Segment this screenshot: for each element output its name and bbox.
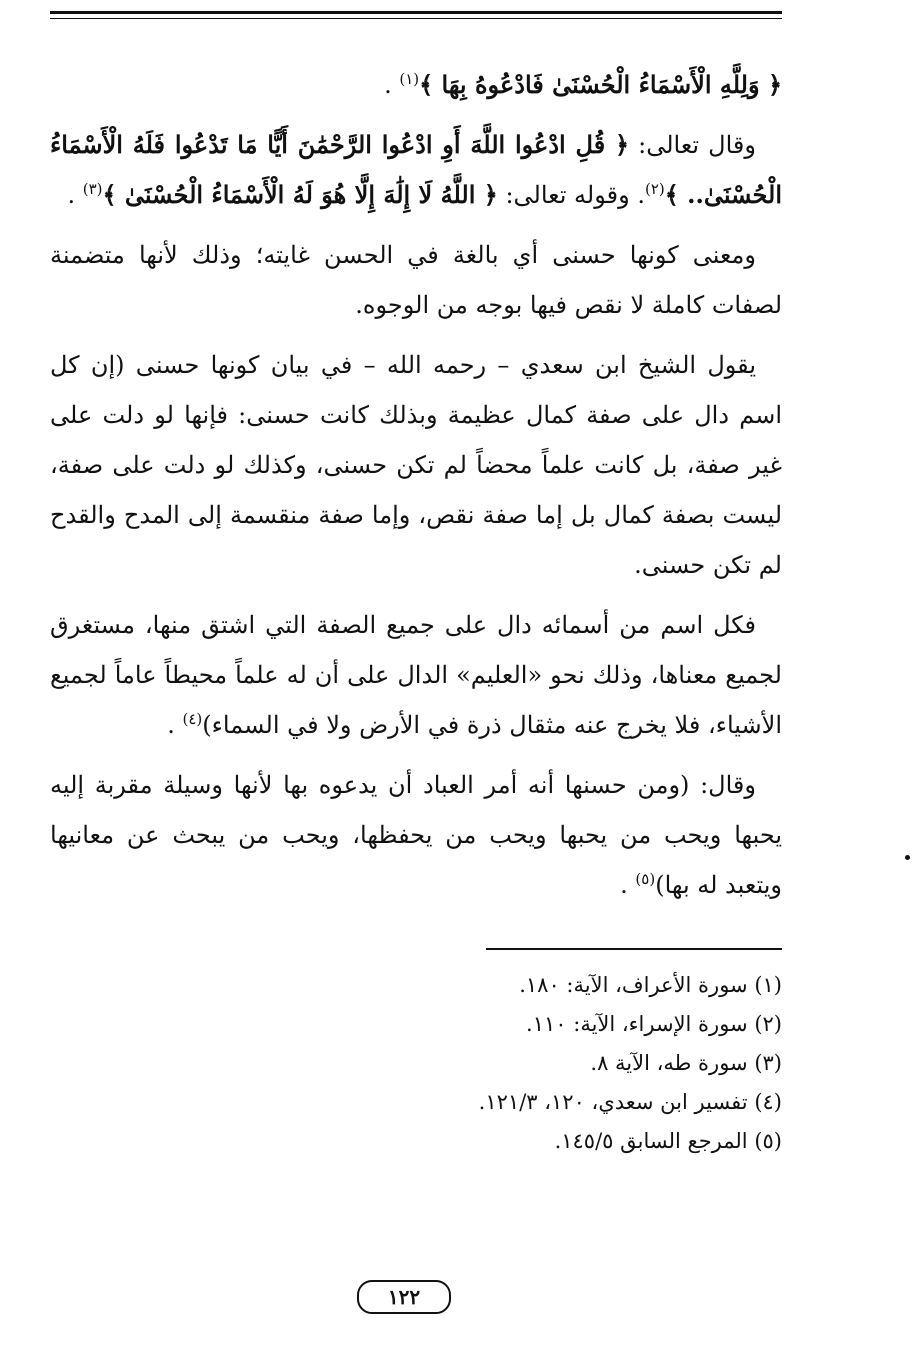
footnote-item: (٥) المرجع السابق ١٤٥/٥. bbox=[554, 1129, 782, 1153]
paragraph-text: وقال تعالى: bbox=[629, 131, 756, 159]
verse-paragraph: ﴿ وَلِلَّهِ الْأَسْمَاءُ الْحُسْنَىٰ فَادْعُوهُ بِهَا ﴾$^{(١)}$ . bbox=[384, 70, 782, 99]
quran-verse: ﴿ قُلِ ادْعُوا اللَّهَ أَوِ ادْعُوا الرَّحْمَٰنَ أَيًّا مَا تَدْعُوا فَلَهُ الْأَسْمَاءُ الْحُسْنَىٰ.. ﴾ bbox=[50, 130, 782, 209]
page-number: ١٢٢ bbox=[357, 1280, 451, 1314]
footnotes bbox=[50, 966, 782, 1161]
paragraph-meaning: ومعنى كونها حسنى أي بالغة في الحسن غايته؛ وذلك لأنها متضمنة لصفات كاملة لا نقص فيها بوجه من الوجوه. bbox=[50, 241, 782, 319]
footnote-ref: (٢) bbox=[644, 180, 665, 198]
quran-verse: ﴿ اللَّهُ لَا إِلَٰهَ إِلَّا هُوَ لَهُ الْأَسْمَاءُ الْحُسْنَىٰ ﴾ bbox=[102, 180, 498, 209]
main-text bbox=[50, 60, 782, 920]
footnote-ref: (٤) bbox=[182, 710, 203, 728]
paragraph-text: وقال: (ومن حسنها أنه أمر العباد أن يدعوه بها لأنها وسيلة مقربة إليه يحبها ويحب من يحبها ويحب من يحفظها، ويحب من يبحث عن معانيها ويتعبد له بها) bbox=[50, 771, 782, 899]
header-rule-thick bbox=[50, 11, 782, 14]
footnote-item: (٣) سورة طه، الآية ٨. bbox=[590, 1051, 782, 1075]
quran-verse: ﴿ وَلِلَّهِ الْأَسْمَاءُ الْحُسْنَىٰ فَادْعُوهُ بِهَا ﴾ bbox=[419, 70, 782, 99]
paragraph-text: . وقوله تعالى: bbox=[497, 181, 645, 209]
footnote-separator bbox=[486, 948, 782, 950]
paragraph-verses: وقال تعالى: ﴿ قُلِ ادْعُوا اللَّهَ أَوِ ادْعُوا الرَّحْمَٰنَ أَيًّا مَا تَدْعُوا فَلَهُ الْأَسْمَاءُ الْحُسْنَىٰ.. ﴾$^{(٢)}$. وقوله تعالى: ﴿ اللَّهُ لَا إِلَٰهَ إِلَّا هُوَ لَهُ الْأَسْمَاءُ الْحُسْنَىٰ ﴾$^{(٣)}$ . bbox=[50, 130, 782, 209]
footnote-item: (٢) سورة الإسراء، الآية: ١١٠. bbox=[526, 1012, 782, 1036]
paragraph-ibn-saadi-quote: يقول الشيخ ابن سعدي – رحمه الله – في بيان كونها حسنى (إن كل اسم دال على صفة كمال عظيمة وبذلك كانت حسنى: فإنها لو دلت على غير صفة، بل كانت علماً محضاً لم تكن حسنى، وكذلك لو دلت على صفة، ليست بصفة كمال بل إما صفة نقص، وإما صفة منقسمة إلى المدح والقدح لم تكن حسنى. bbox=[50, 351, 782, 579]
footnote-item: (٤) تفسير ابن سعدي، ١٢٠، ١٢١/٣. bbox=[478, 1090, 782, 1114]
footnote-ref: (١) bbox=[399, 70, 420, 88]
margin-mark bbox=[905, 855, 910, 860]
paragraph-dua: وقال: (ومن حسنها أنه أمر العباد أن يدعوه بها لأنها وسيلة مقربة إليه يحبها ويحب من يحبها ويحب من يحفظها، ويحب من يبحث عن معانيها ويتعبد له بها)$^{(٥)}$ . bbox=[50, 771, 782, 899]
footnote-ref: (٥) bbox=[635, 870, 656, 888]
paragraph-names: فكل اسم من أسمائه دال على جميع الصفة التي اشتق منها، مستغرق لجميع معناها، وذلك نحو «العليم» الدال على أن له علماً محيطاً عاماً لجميع الأشياء، فلا يخرج عنه مثقال ذرة في الأرض ولا في السماء)$^{(٤)}$ . bbox=[50, 611, 782, 739]
footnote-item: (١) سورة الأعراف، الآية: ١٨٠. bbox=[519, 973, 782, 997]
header-rule-thin bbox=[50, 18, 782, 19]
paragraph-text: فكل اسم من أسمائه دال على جميع الصفة التي اشتق منها، مستغرق لجميع معناها، وذلك نحو «العليم» الدال على أن له علماً محيطاً عاماً لجميع الأشياء، فلا يخرج عنه مثقال ذرة في الأرض ولا في السماء) bbox=[50, 611, 782, 739]
footnote-ref: (٣) bbox=[82, 180, 103, 198]
